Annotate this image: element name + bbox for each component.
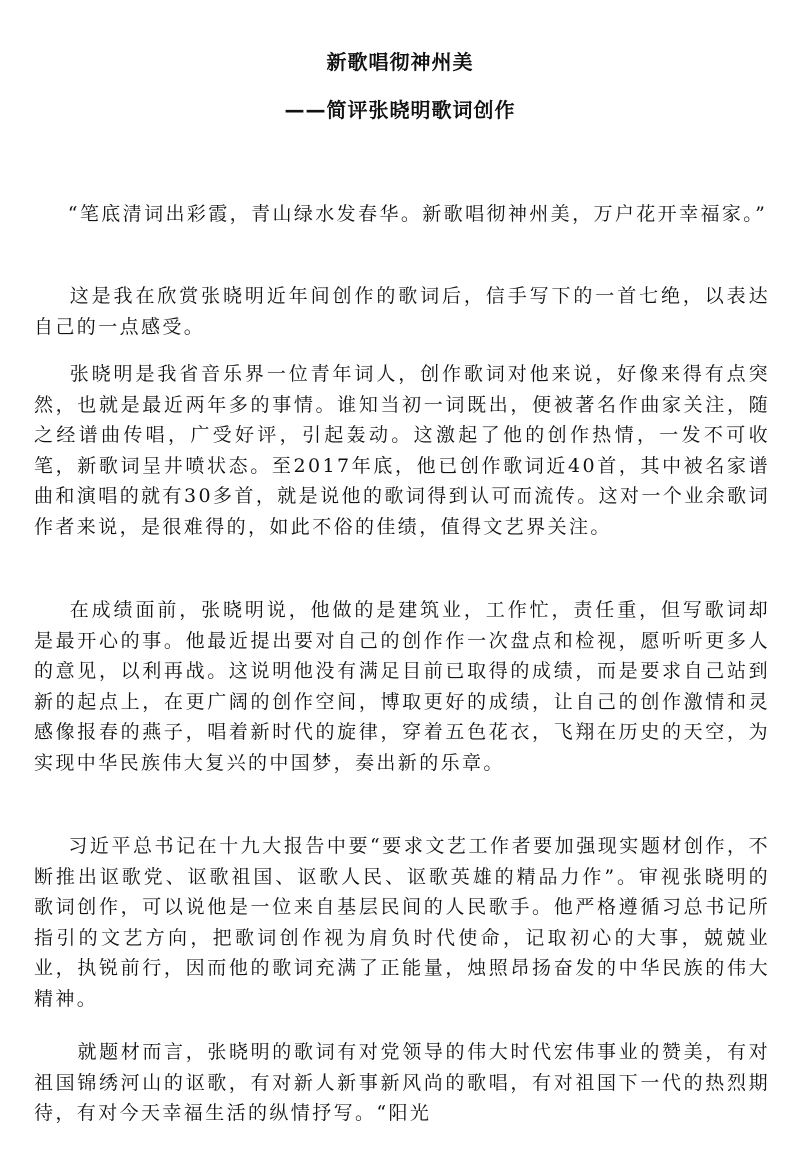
- paragraph-5: 习近平总书记在十九大报告中要“要求文艺工作者要加强现实题材创作，不断推出讴歌党、讴歌祖国、讴歌人民、讴歌英雄的精品力作”。审视张晓明的歌词创作，可以说他是一位来自基层民间的人民歌手。他严格遵循习总书记所指引的文艺方向，把歌词创作视为肩负时代使命，记取初心的大事，兢兢业业，执锐前行，因而他的歌词充满了正能量，烛照昂扬奋发的中华民族的伟大精神。: [34, 835, 770, 1010]
- paragraph-4: 在成绩面前，张晓明说，他做的是建筑业，工作忙，责任重，但写歌词却是最开心的事。他最近提出要对自己的创作作一次盘点和检视，愿听听更多人的意见，以利再战。这说明他没有满足目前已取得的成绩，而是要求自己站到新的起点上，在更广阔的创作空间，博取更好的成绩，让自己的创作激情和灵感像报春的燕子，唱着新时代的旋律，穿着五色花衣，飞翔在历史的天空，为实现中华民族伟大复兴的中国梦，奏出新的乐章。: [34, 599, 770, 774]
- paragraph-6: 就题材而言，张晓明的歌词有对党领导的伟大时代宏伟事业的赞美，有对祖国锦绣河山的讴歌，有对新人新事新风尚的歌唱，有对祖国下一代的热烈期待，有对今天幸福生活的纵情抒写。“阳光: [34, 1041, 770, 1124]
- paragraph-3: 张晓明是我省音乐界一位青年词人，创作歌词对他来说，好像来得有点突然，也就是最近两年多的事情。谁知当初一词既出，便被著名作曲家关注，随之经谱曲传唱，广受好评，引起轰动。这激起了他的创作热情，一发不可收笔，新歌词呈井喷状态。至2017年底，他已创作歌词近40首，其中被名家谱曲和演唱的就有30多首，就是说他的歌词得到认可而流传。这对一个业余歌词作者来说，是很难得的，如此不俗的佳绩，值得文艺界关注。: [34, 363, 770, 538]
- paragraph-1: “笔底清词出彩霞，青山绿水发春华。新歌唱彻神州美，万户花开幸福家。”: [34, 203, 768, 225]
- article-subtitle: ——简评张晓明歌词创作: [284, 98, 516, 122]
- article-title: 新歌唱彻神州美: [326, 50, 474, 74]
- paragraph-2: 这是我在欣赏张晓明近年间创作的歌词后，信手写下的一首七绝，以表达自己的一点感受。: [34, 285, 770, 338]
